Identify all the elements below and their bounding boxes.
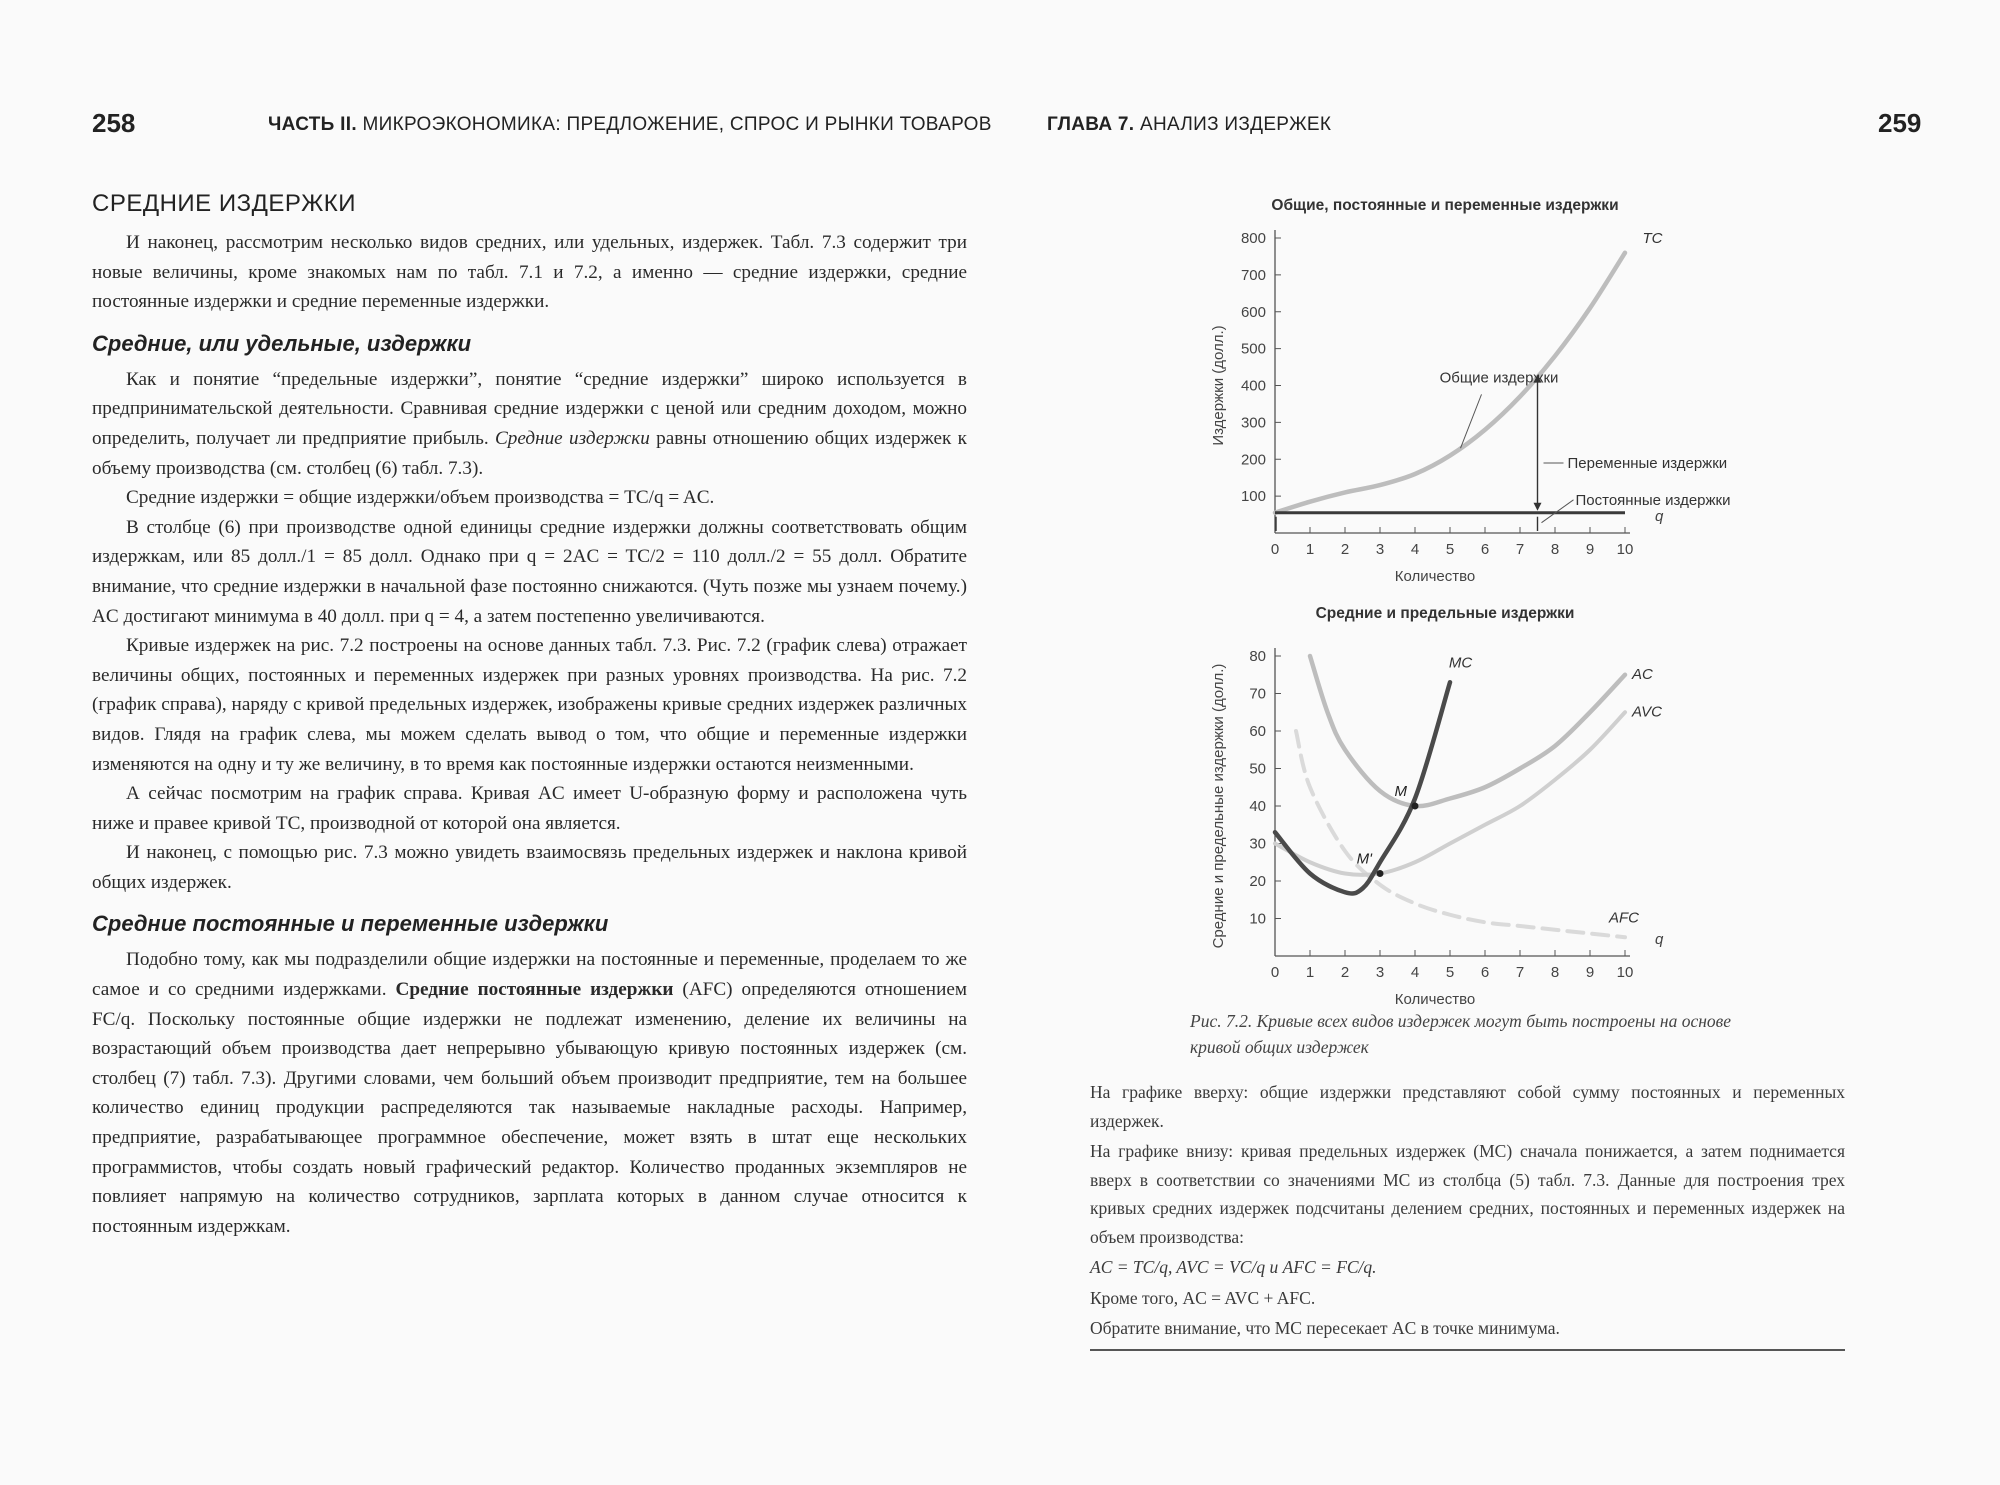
right-chapter-title: АНАЛИЗ ИЗДЕРЖЕК [1139, 114, 1332, 135]
y-tick-label: 700 [1240, 266, 1266, 284]
mc-label: MC [1448, 654, 1473, 672]
y-tick-label: 300 [1240, 414, 1266, 432]
chart-title: Общие, постоянные и переменные издержки [1271, 197, 1619, 214]
right-chapter-label: ГЛАВА 7. [1047, 114, 1135, 135]
x-variable-label: q [1655, 508, 1664, 525]
x-tick-label: 2 [1340, 964, 1350, 981]
y-tick-label: 400 [1240, 377, 1266, 395]
x-tick-label: 1 [1305, 964, 1315, 981]
y-tick-label: 60 [1249, 723, 1266, 740]
avc-curve [1275, 712, 1625, 875]
left-part-label: ЧАСТЬ II. [268, 114, 357, 135]
y-tick-label: 50 [1249, 760, 1266, 778]
paragraph-1-a: Как и понятие “предельные издержки”, понятие “средние издержки” широко используется в предпринимательской деятельности. Сравнивая средние издержки с ценой или средним доходом, можно определить, получает ли предприятие прибыль. [92, 368, 967, 449]
x-tick-label: 6 [1480, 964, 1490, 981]
paragraph-formula: Средние издержки = общие издержки/объем производства = TC/q = AC. [126, 487, 715, 509]
paragraph-1-c: равны отношению общих издержек к объему производства (см. столбец (6) табл. 7.3). [92, 427, 967, 479]
figure-notes [1090, 1078, 1845, 1351]
point-m [1412, 803, 1419, 810]
section-title: СРЕДНИЕ ИЗДЕРЖКИ [92, 190, 356, 217]
x-tick-label: 4 [1410, 541, 1420, 558]
x-tick-label: 10 [1616, 541, 1634, 558]
left-page-body [92, 190, 967, 1241]
note-1: На графике вверху: общие издержки представляют собой сумму постоянных и переменных издержек. [1090, 1082, 1845, 1131]
note-3: AC = TC/q, AVC = VC/q и AFC = FC/q. [1090, 1257, 1377, 1277]
paragraph-7-term: Средние постоянные издержки [395, 979, 674, 1001]
right-page-body [1090, 1008, 1845, 1351]
x-variable-label: q [1655, 931, 1664, 948]
intro-paragraph: И наконец, рассмотрим несколько видов средних, или удельных, издержек. Табл. 7.3 содержит три новые величины, кроме знакомых нам по табл. 7.1 и 7.2, а именно — средние издержки, средние постоянные издержки и средние переменные издержки. [92, 232, 967, 313]
x-tick-label: 2 [1340, 541, 1350, 558]
x-tick-label: 6 [1480, 541, 1490, 558]
point-m-prime [1377, 870, 1384, 877]
paragraph-1 [92, 365, 967, 483]
note-4: Кроме того, AC = AVC + AFC. [1090, 1287, 1316, 1308]
y-axis-title: Средние и предельные издержки (долл.) [1210, 663, 1227, 949]
note-2: На графике внизу: кривая предельных издержек (MC) сначала понижается, а затем поднимается вверх в соответствии со значениями MC из столбца (5) табл. 7.3. Данные для построения трех кривых средних издержек подсчитаны делением средних, постоянных и переменных издержек на объем производства: [1090, 1141, 1845, 1247]
paragraph-1-term: Средние издержки [494, 427, 650, 449]
right-running-header [1047, 114, 1331, 136]
fixed-cost-label: Постоянные издержки [1575, 491, 1731, 509]
y-tick-label: 100 [1240, 488, 1266, 506]
left-running-header [268, 114, 992, 136]
subsection-title-afc-avc: Средние постоянные и переменные издержки [92, 911, 609, 937]
y-tick-label: 10 [1249, 910, 1266, 928]
variable-cost-label: Переменные издержки [1567, 454, 1728, 472]
avc-label: AVC [1632, 703, 1663, 721]
y-axis-title: Издержки (долл.) [1210, 325, 1227, 446]
x-tick-label: 5 [1445, 964, 1455, 981]
point-label-m-prime: M' [1356, 850, 1372, 868]
average-marginal-costs-chart [1195, 598, 1725, 1008]
note-5: Обратите внимание, что MC пересекает AC в точке минимума. [1090, 1318, 1560, 1338]
ac-curve [1310, 656, 1625, 806]
x-tick-label: 0 [1270, 964, 1280, 981]
y-tick-label: 20 [1249, 873, 1266, 890]
y-tick-label: 200 [1240, 451, 1266, 469]
x-tick-label: 9 [1585, 964, 1595, 981]
y-tick-label: 600 [1240, 303, 1266, 321]
total-cost-label: Общие издержки [1439, 369, 1559, 387]
y-tick-label: 40 [1249, 798, 1266, 815]
x-tick-label: 4 [1410, 964, 1420, 981]
paragraph-4: Кривые издержек на рис. 7.2 построены на основе данных табл. 7.3. Рис. 7.2 (график слева) отражает величины общих, постоянных и переменных издержек при разных уровнях производства. На рис. 7.2 (график справа), наряду с кривой предельных издержек, изображены кривые средних издержек различных видов. Глядя на график слева, мы можем сделать вывод о том, что общие и переменные издержки изменяются на одну и ту же величину, в то время как постоянные издержки остаются неизменными. [92, 635, 967, 775]
x-tick-label: 9 [1585, 541, 1595, 558]
paragraph-3: В столбце (6) при производстве одной единицы средние издержки должны соответствовать общим издержкам, или 85 долл./1 = 85 долл. Однако при q = 2AC = TC/2 = 110 долл./2 = 55 долл. Обратите внимание, что средние издержки в начальной фазе постоянно снижаются. (Чуть позже мы узнаем почему.) AC достигают минимума в 40 долл. при q = 4, а затем постепенно увеличиваются. [92, 516, 967, 627]
x-axis-title: Количество [1394, 991, 1476, 1008]
paragraph-7-a: Подобно тому, как мы подразделили общие издержки на постоянные и переменные, проделаем то же самое и со средними издержками. [92, 949, 967, 1001]
x-tick-label: 7 [1515, 541, 1525, 558]
paragraph-7 [92, 945, 967, 1241]
x-axis-title: Количество [1394, 568, 1476, 585]
point-label-m: M [1394, 783, 1407, 800]
subsection-title-average-costs: Средние, или удельные, издержки [92, 330, 472, 356]
variable-cost-arrow-down [1534, 503, 1542, 511]
y-tick-label: 800 [1240, 230, 1266, 247]
bottom-rule [1090, 1349, 1845, 1351]
x-tick-label: 8 [1550, 964, 1560, 981]
figure-caption: Рис. 7.2. Кривые всех видов издержек могут быть построены на основе кривой общих издержек [1190, 1011, 1732, 1057]
x-tick-label: 5 [1445, 541, 1455, 558]
y-tick-label: 70 [1249, 685, 1266, 703]
total-costs-chart [1195, 190, 1731, 590]
paragraph-6: И наконец, с помощью рис. 7.3 можно увидеть взаимосвязь предельных издержек и наклона кривой общих издержек. [92, 842, 967, 893]
afc-label: AFC [1609, 909, 1639, 927]
ac-label: AC [1632, 665, 1653, 683]
x-tick-label: 3 [1375, 541, 1385, 558]
y-tick-label: 80 [1249, 648, 1266, 665]
left-part-title: МИКРОЭКОНОМИКА: ПРЕДЛОЖЕНИЕ, СПРОС И РЫНКИ ТОВАРОВ [362, 114, 992, 135]
left-page-number: 258 [92, 108, 136, 138]
x-tick-label: 3 [1375, 964, 1385, 981]
x-tick-label: 10 [1616, 964, 1634, 981]
x-tick-label: 8 [1550, 541, 1560, 558]
paragraph-5: А сейчас посмотрим на график справа. Кривая AC имеет U-образную форму и расположена чуть ниже и правее кривой TC, производной от которой она является. [92, 783, 967, 834]
y-tick-label: 30 [1249, 835, 1266, 853]
chart-title: Средние и предельные издержки [1315, 605, 1575, 622]
x-tick-label: 1 [1305, 541, 1315, 558]
y-tick-label: 500 [1240, 340, 1266, 358]
paragraph-7-c: (AFC) определяются отношением FC/q. Поскольку постоянные общие издержки не подлежат изменению, деление их величины на возрастающий объем производства дает непрерывно убывающую кривую постоянных издержек (см. столбец (7) табл. 7.3). Другими словами, чем больший объем производит предприятие, тем на большее количество единиц продукции распределяются так называемые накладные расходы. Например, предприятие, разрабатывающее программное обеспечение, может взять в штат еще нескольких программистов, чтобы создать новый графический редактор. Количество проданных экземпляров не повлияет напрямую на количество сотрудников, зарплата которых в данном случае относится к постоянным издержкам. [92, 979, 967, 1237]
tc-label: TC [1642, 229, 1663, 247]
right-page-number: 259 [1878, 108, 1922, 138]
x-tick-label: 7 [1515, 964, 1525, 981]
x-tick-label: 0 [1270, 541, 1280, 558]
